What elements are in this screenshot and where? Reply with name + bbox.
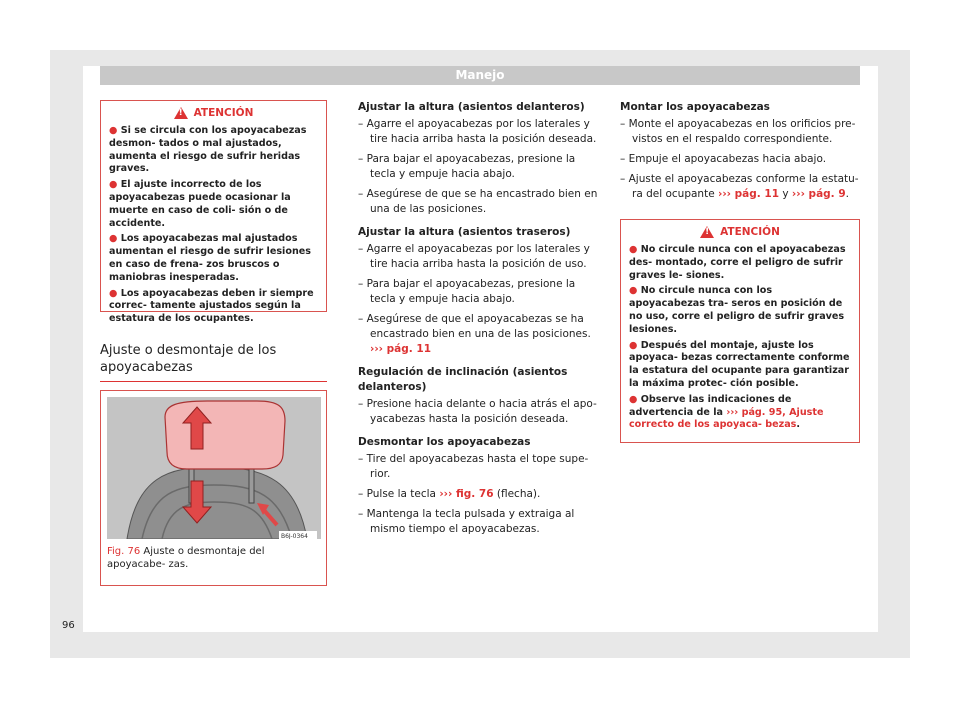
warning-item: ● Los apoyacabezas mal ajustados aumentan el riesgo de sufrir lesiones en caso de frena- zos bruscos o maniobras inesperadas. [109,233,311,283]
warning-title: ! ATENCIÓN [629,226,851,238]
warning-box-left [100,100,327,325]
heading: Montar los apoyacabezas [620,101,770,113]
warning-item: ● No circule nunca con el apoyacabezas des- montado, corre el peligro de sufrir graves le- siones. [629,244,846,281]
right-column [620,100,860,207]
page-header: Manejo [100,66,860,85]
heading: Regulación de inclinación (asientos delanteros) [358,366,568,393]
middle-column [358,100,601,542]
warning-triangle-icon [174,107,188,119]
warning-item: ● Después del montaje, ajuste los apoyaca- bezas correctamente conforme la estatura del ocupante para garantizar la máxima protec- ción posible. [629,339,850,389]
svg-text:B6J-0364: B6J-0364 [281,533,308,539]
page-reference-link[interactable]: ››› pág. 95, Ajuste correcto de los apoyaca- bezas [629,406,824,431]
section-title: Ajuste o desmontaje de los apoyacabezas [100,342,327,382]
figure-box [100,390,327,586]
list-item: – Mantenga la tecla pulsada y extraiga al mismo tiempo el apoyacabezas. [358,508,575,535]
figure-caption: Fig. 76 Ajuste o desmontaje del apoyacabe- zas. [107,546,265,570]
warning-item: ● Si se circula con los apoyacabezas desmon- tados o mal ajustados, aumenta el riesgo de sufrir heridas graves. [109,125,307,175]
list-item: – Para bajar el apoyacabezas, presione la tecla y empuje hacia abajo. [358,153,576,180]
list-item: – Para bajar el apoyacabezas, presione la tecla y empuje hacia abajo. [358,278,576,305]
warning-triangle-icon [700,226,714,238]
heading: Ajustar la altura (asientos traseros) [358,226,571,238]
warning-item: ● Los apoyacabezas deben ir siempre correc- tamente ajustados según la estatura de los ocupantes. [109,287,314,325]
list-item: – Presione hacia delante o hacia atrás el apo- yacabezas hasta la posición deseada. [358,398,597,425]
warning-item: ● El ajuste incorrecto de los apoyacabezas puede ocasionar la muerte en caso de coli- sión o de accidente. [109,179,291,229]
page-number: 96 [62,620,75,631]
warning-item: ● No circule nunca con los apoyacabezas tra- seros en posición de no uso, corre el peligro de sufrir graves lesiones. [629,285,845,335]
list-item: – Tire del apoyacabezas hasta el tope supe- rior. [358,453,589,480]
list-item: – Asegúrese de que se ha encastrado bien en una de las posiciones. [358,188,598,215]
headrest-illustration [107,397,321,539]
heading: Desmontar los apoyacabezas [358,436,531,448]
figure-reference-link[interactable]: ››› fig. 76 [439,488,494,500]
warning-item: ● Observe las indicaciones de advertencia de la ››› pág. 95, Ajuste correcto de los apoyaca- bezas. [629,393,824,431]
list-item: – Empuje el apoyacabezas hacia abajo. [620,153,827,165]
list-item: – Monte el apoyacabezas en los orificios pre- vistos en el respaldo correspondiente. [620,118,856,145]
page-reference-link[interactable]: ››› pág. 11 [718,188,780,200]
list-item: – Asegúrese de que el apoyacabezas se ha encastrado bien en una de las posiciones. ››› pág. 11 [358,313,591,355]
warning-title: ! ATENCIÓN [109,107,318,119]
list-item: – Agarre el apoyacabezas por los laterales y tire hacia arriba hasta la posición de uso. [358,243,590,270]
list-item: – Ajuste el apoyacabezas conforme la estatu- ra del ocupante ››› pág. 11 y ››› pág. 9. [620,173,859,200]
list-item: – Agarre el apoyacabezas por los laterales y tire hacia arriba hasta la posición deseada. [358,118,597,145]
page-reference-link[interactable]: ››› pág. 9 [791,188,846,200]
page-reference-link[interactable]: ››› pág. 11 [370,343,432,355]
warning-box-right [620,219,860,443]
heading: Ajustar la altura (asientos delanteros) [358,101,585,113]
list-item: – Pulse la tecla ››› fig. 76 (flecha). [358,488,541,500]
